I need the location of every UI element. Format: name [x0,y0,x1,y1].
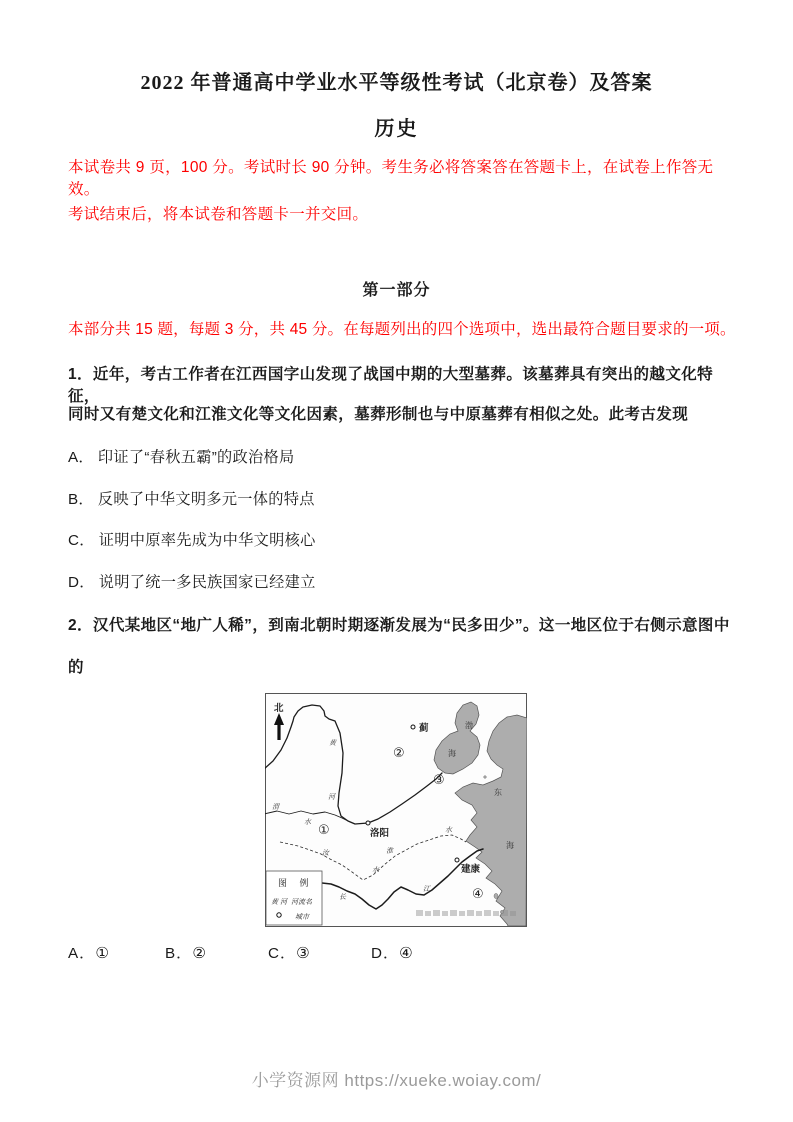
option-text: ④ [399,945,414,962]
page-title: 2022 年普通高中学业水平等级性考试（北京卷）及答案 [140,72,653,94]
river-label-ru: 汝 [322,850,329,857]
legend-city-dot-icon [277,913,281,917]
option-label: D． [371,945,400,962]
option-label: B． [68,491,94,508]
footer-source-text: 小学资源网 https://xueke.woiay.com/ [251,1071,542,1090]
map-figure [265,693,527,927]
river-label-he: 河 [328,794,335,801]
map-marker-1: ① [318,822,330,837]
city-label-ji: 蓟 [419,723,429,734]
map-marker-3: ③ [433,772,445,787]
option-label: B． [165,945,193,962]
legend-river-symbol: 黄河 [271,899,289,906]
river-label-huai-shui: 水 [445,827,452,834]
option-label: A． [68,449,94,466]
sea-label-bo-hai: 海 [448,749,456,758]
question-2-option-a [68,942,110,963]
option-text: ① [95,945,110,962]
question-1-stem-line-1: 1．近年，考古工作者在江西国字山发现了战国中期的大型墓葬。该墓葬具有突出的越文化特征， [68,366,714,405]
question-1-option-d [68,571,738,592]
option-label: C． [268,945,297,962]
question-1-option-a [68,446,738,467]
question-1-option-c [68,529,738,550]
north-label: 北 [274,703,284,714]
question-2-option-b [165,942,207,963]
island [494,893,498,898]
option-label: D． [68,574,95,591]
question-2-options-row [68,942,728,966]
legend-city-label: 城市 [295,914,309,921]
sea-label-bo: 渤 [465,721,473,730]
city-label-luoyang: 洛阳 [370,828,390,839]
sea-label-dong: 东 [494,788,502,797]
river-label-huai: 淮 [386,848,393,855]
option-label: C． [68,532,95,549]
section-instruction: 本部分共 15 题，每题 3 分，共 45 分。在每题列出的四个选项中，选出最符合题目要求的一项。 [68,321,736,338]
map-legend [266,871,322,925]
question-1-option-b [68,488,738,509]
city-label-jiankang: 建康 [461,864,481,875]
legend-river-label: 河流名 [291,899,312,906]
exam-notice-line-1: 本试卷共 9 页，100 分。考试时长 90 分钟。考生务必将答案答在答题卡上，在试卷上作答无效。 [68,159,714,198]
city-dot-ji [411,725,415,729]
option-text: ③ [296,945,311,962]
section-heading: 第一部分 [362,282,431,299]
question-2-stem-line-1: 2．汉代某地区“地广人稀”，到南北朝时期逐渐发展为“民多田少”。这一地区位于右侧示意图中 [68,617,730,634]
river-label-wei-shui: 水 [304,819,311,826]
question-1-stem-line-2: 同时又有楚文化和江淮文化等文化因素，墓葬形制也与中原墓葬有相似之处。此考古发现 [68,406,689,423]
sea-label-dong-hai: 海 [506,841,514,850]
river-label-wei: 渭 [272,804,279,811]
river-label-huang: 黄 [329,740,336,747]
exam-notice-line-2: 考试结束后，将本试卷和答题卡一并交回。 [68,206,369,223]
map-marker-4: ④ [472,886,484,901]
option-text: 反映了中华文明多元一体的特点 [97,491,315,508]
page-subtitle: 历史 [374,118,419,140]
question-2-option-d [371,942,414,963]
question-2-stem-line-2: 的 [68,659,84,676]
legend-title: 图 例 [278,878,314,888]
river-label-shui-extra: 水 [372,867,379,874]
option-text: 证明中原率先成为中华文明核心 [98,532,316,549]
city-dot-luoyang [366,821,370,825]
river-label-jiang: 江 [423,886,430,893]
river-label-chang: 长 [339,894,346,901]
question-2-option-c [268,942,311,963]
option-text: ② [192,945,207,962]
option-label: A． [68,945,96,962]
island [484,776,487,779]
option-text: 印证了“春秋五霸”的政治格局 [97,449,295,466]
option-text: 说明了统一多民族国家已经建立 [98,574,316,591]
city-dot-jiankang [455,858,459,862]
map-marker-2: ② [393,745,405,760]
